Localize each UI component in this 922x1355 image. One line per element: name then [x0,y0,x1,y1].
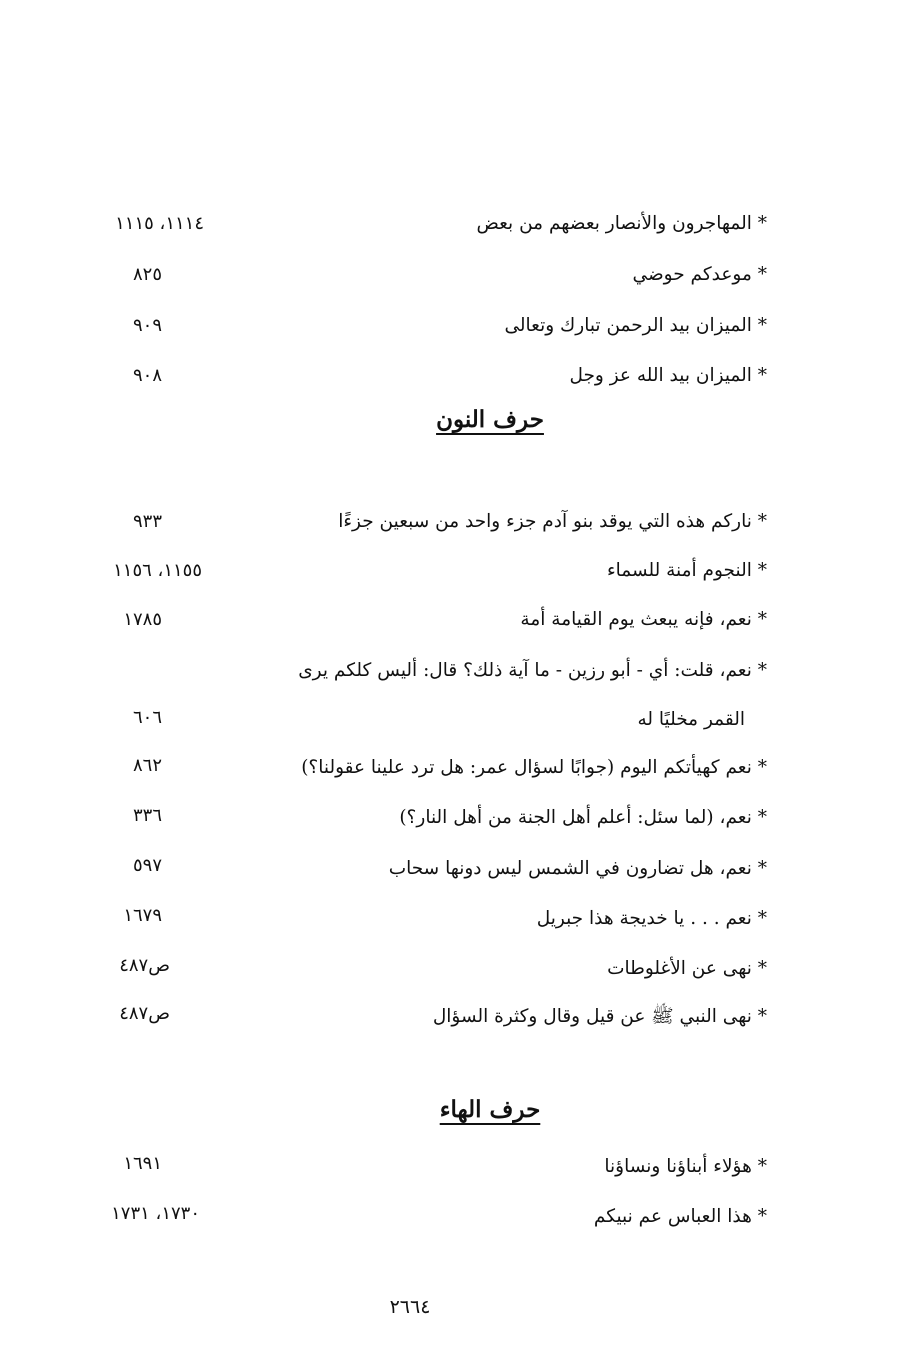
index-entry-text: * نعم، هل تضارون في الشمس ليس دونها سحاب [388,858,767,879]
index-entry-text: * نهى عن الأغلوطات [607,958,767,979]
index-entry-text: * نعم، فإنه يبعث يوم القيامة أمة [520,609,767,630]
index-entry-text: * الميزان بيد الرحمن تبارك وتعالى [504,315,767,336]
index-entry-text: * المهاجرون والأنصار بعضهم من بعض [476,213,767,234]
index-entry-number: ٣٣٦ [132,805,162,826]
section-heading-ha: حرف الهاء [439,1096,541,1123]
index-entry-number: ١١٥٥، ١١٥٦ [113,560,202,581]
index-entry-number: ١١١٤، ١١١٥ [115,213,204,234]
index-entry-text: * نهى النبي ﷺ عن قيل وقال وكثرة السؤال [432,1006,767,1027]
index-entry-number: ٨٦٢ [132,755,162,776]
index-entry-number: ٨٢٥ [132,264,162,285]
section-heading-nun: حرف النون [436,406,544,433]
page-number: ٢٦٦٤ [389,1296,431,1318]
index-entry-number: ١٦٩١ [123,1153,162,1174]
index-entry-text: * نعم، (لما سئل: أعلم أهل الجنة من أهل النار؟) [399,807,767,828]
index-entry-text: * نعم . . . يا خديجة هذا جبريل [536,908,767,929]
index-entry-number: ١٦٧٩ [123,905,162,926]
index-entry-text: * ناركم هذه التي يوقد بنو آدم جزء واحد من سبعين جزءًا [338,511,767,532]
index-entry-text: * النجوم أمنة للسماء [606,560,767,581]
index-entry-number: ٩٣٣ [132,511,162,532]
index-entry-continuation: القمر مخليًا له [637,709,745,730]
index-entry-number: ص٤٨٧ [119,955,170,976]
index-entry-number: ١٧٨٥ [123,609,162,630]
index-entry-number: ٩٠٨ [132,365,162,386]
index-entry-text: * الميزان بيد الله عز وجل [569,365,767,386]
index-entry-text: * نعم، قلت: أي - أبو رزين - ما آية ذلك؟ قال: أليس كلكم يرى [298,660,767,681]
index-entry-text: * هذا العباس عم نبيكم [593,1206,767,1227]
index-entry-text: * هؤلاء أبناؤنا ونساؤنا [604,1156,767,1177]
index-entry-number: ٥٩٧ [132,855,162,876]
index-entry-text: * موعدكم حوضي [632,264,767,285]
index-entry-number: ٦٠٦ [132,707,162,728]
index-entry-number: ص٤٨٧ [119,1003,170,1024]
index-entry-number: ٩٠٩ [132,315,162,336]
index-entry-text: * نعم كهيأتكم اليوم (جوابًا لسؤال عمر: هل ترد علينا عقولنا؟) [301,757,767,778]
index-entry-number: ١٧٣٠، ١٧٣١ [111,1203,200,1224]
